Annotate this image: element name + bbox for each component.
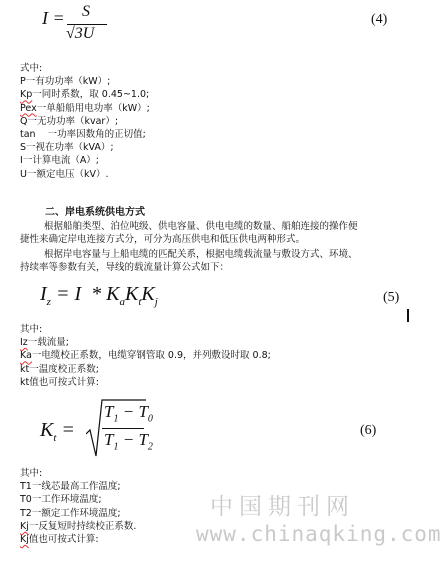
legend2-item: kt值也可按式计算: [20, 376, 99, 388]
legend3-item: Kj一反复短时持续校正系数. [20, 520, 137, 532]
legend1-item: S一视在功率（kVA）; [20, 142, 114, 154]
watermark-cn: 中国期刊网 [210, 494, 355, 520]
legend1-item: Q一无功功率（kvar）; [20, 115, 119, 127]
legend3-item: T0一工作环境温度; [20, 494, 102, 506]
paragraph-1: 根据船舶类型、泊位吨级、供电容量、供电电缆的数量、船舶连接的操作便 捷性来确定岸电连接方式分，可分为高压供电和低压供电两种形式。 [20, 221, 358, 246]
eq5-number: (5) [383, 290, 400, 305]
eq4-lhs: I = [42, 8, 65, 28]
legend2-item: Ka一电缆校正系数，电缆穿钢管取 0.9，并列敷设时取 0.8; [20, 350, 271, 362]
legend1-item: I一计算电流（A）; [20, 155, 100, 167]
eq6-number: (6) [360, 423, 377, 438]
legend1 [20, 62, 150, 181]
text-cursor [407, 309, 409, 322]
paragraph-2: 根据岸电容量与上船电缆的匹配关系，根据电缆载流量与敷设方式、环境、 持续率等参数有关，导线的载流量计算公式如下： [20, 249, 358, 274]
watermark-url: www.chinaqking.com [196, 522, 442, 546]
legend3-header: 其中: [20, 468, 43, 479]
legend2-item: Iz一载流量; [20, 337, 69, 349]
legend1-item: tan 一功率因数角的正切值; [20, 129, 146, 141]
legend2-header: 其中: [20, 324, 43, 335]
legend3 [20, 467, 136, 546]
eq6-denominator: $T_1 - T_2$ [104, 430, 153, 453]
legend1-item: Pex一单船船用电功率（kW）; [20, 102, 150, 114]
legend1-item: P一有功功率（kW）; [20, 76, 111, 88]
eq4-denominator: √3U [66, 25, 95, 42]
legend3-item: T2一额定工作环境温度; [20, 507, 121, 519]
legend3-item: T1一线芯最高工作温度; [20, 481, 121, 493]
eq5-formula: $I_z = I * K_aK_tK_j$ [40, 283, 158, 308]
eq6-fraction-bar [102, 428, 144, 429]
eq6-numerator: $T_1 - T_0$ [104, 402, 153, 425]
legend3-item: Kj值也可按式计算: [20, 534, 99, 546]
legend1-item: U一额定电压（kV）. [20, 168, 109, 180]
eq4-number: (4) [371, 12, 388, 27]
section-heading: 二、岸电系统供电方式 [45, 207, 145, 218]
eq6-lhs: $K_t$ = [40, 419, 75, 444]
legend1-item: Kp一同时系数，取 0.45~1.0; [20, 89, 150, 101]
legend2-item: kt一温度校正系数; [20, 363, 99, 375]
eq4-numerator: S [82, 3, 90, 20]
legend1-header: 式中: [20, 63, 43, 74]
legend2 [20, 323, 271, 389]
